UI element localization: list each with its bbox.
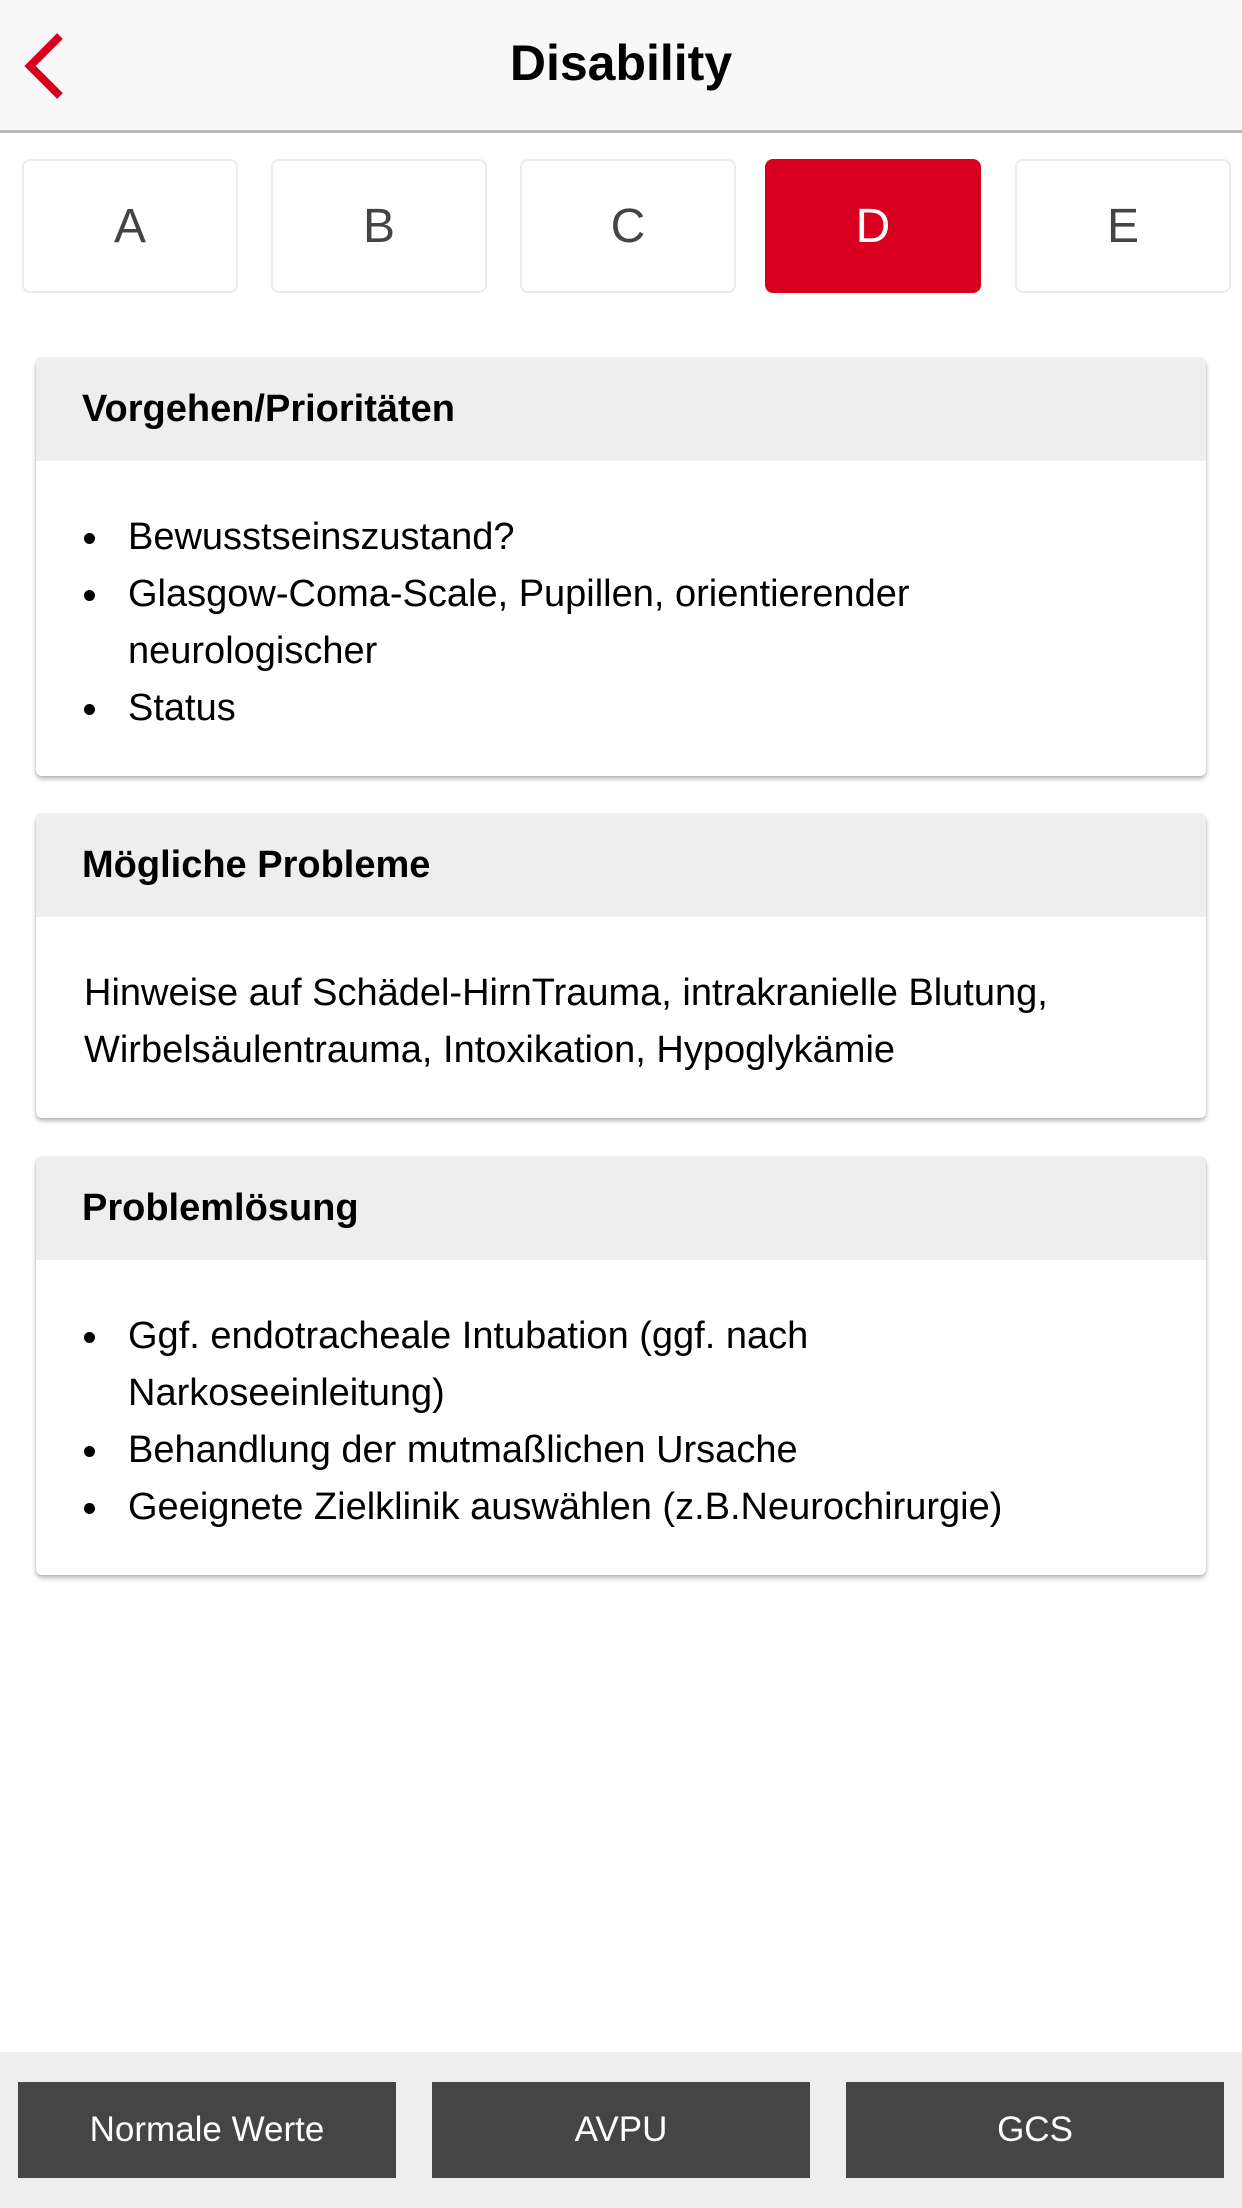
tab-a[interactable]: A [22,159,238,293]
navigation-bar [0,0,1242,133]
card-body [36,461,1206,737]
card-body [36,917,1206,1079]
card-vorgehen-prioritaeten [36,358,1206,776]
tab-d[interactable]: D [765,159,981,293]
card-moegliche-probleme [36,814,1206,1118]
list-item: Bewusstseinszustand? [128,509,1160,566]
card-title: Mögliche Probleme [36,814,1206,917]
card-title: Vorgehen/Prioritäten [36,358,1206,461]
tab-c[interactable]: C [520,159,736,293]
list-item: Geeignete Zielklinik auswählen (z.B.Neurochirurgie) [128,1479,1160,1536]
list-item: Ggf. endotracheale Intubation (ggf. nach Narkoseeinleitung) [128,1308,1160,1422]
bottom-toolbar [0,2052,1242,2208]
card-problemloesung [36,1157,1206,1575]
gcs-button[interactable]: GCS [846,2082,1224,2178]
tab-b[interactable]: B [271,159,487,293]
tab-e[interactable]: E [1015,159,1231,293]
abcde-tab-bar [0,159,1242,295]
list-item: Behandlung der mutmaßlichen Ursache [128,1422,1160,1479]
page-title: Disability [509,35,733,91]
problems-text: Hinweise auf Schädel-HirnTrauma, intrakranielle Blutung, Wirbelsäulentrauma, Intoxikation, Hypoglykämie [84,972,1048,1071]
card-title: Problemlösung [36,1157,1206,1260]
priority-list [82,509,1160,737]
list-item: Glasgow-Coma-Scale, Pupillen, orientierender neurologischer [128,566,1160,680]
card-body [36,1260,1206,1536]
list-item: Status [128,680,1160,737]
avpu-button[interactable]: AVPU [432,2082,810,2178]
solution-list [82,1308,1160,1536]
normale-werte-button[interactable]: Normale Werte [18,2082,396,2178]
